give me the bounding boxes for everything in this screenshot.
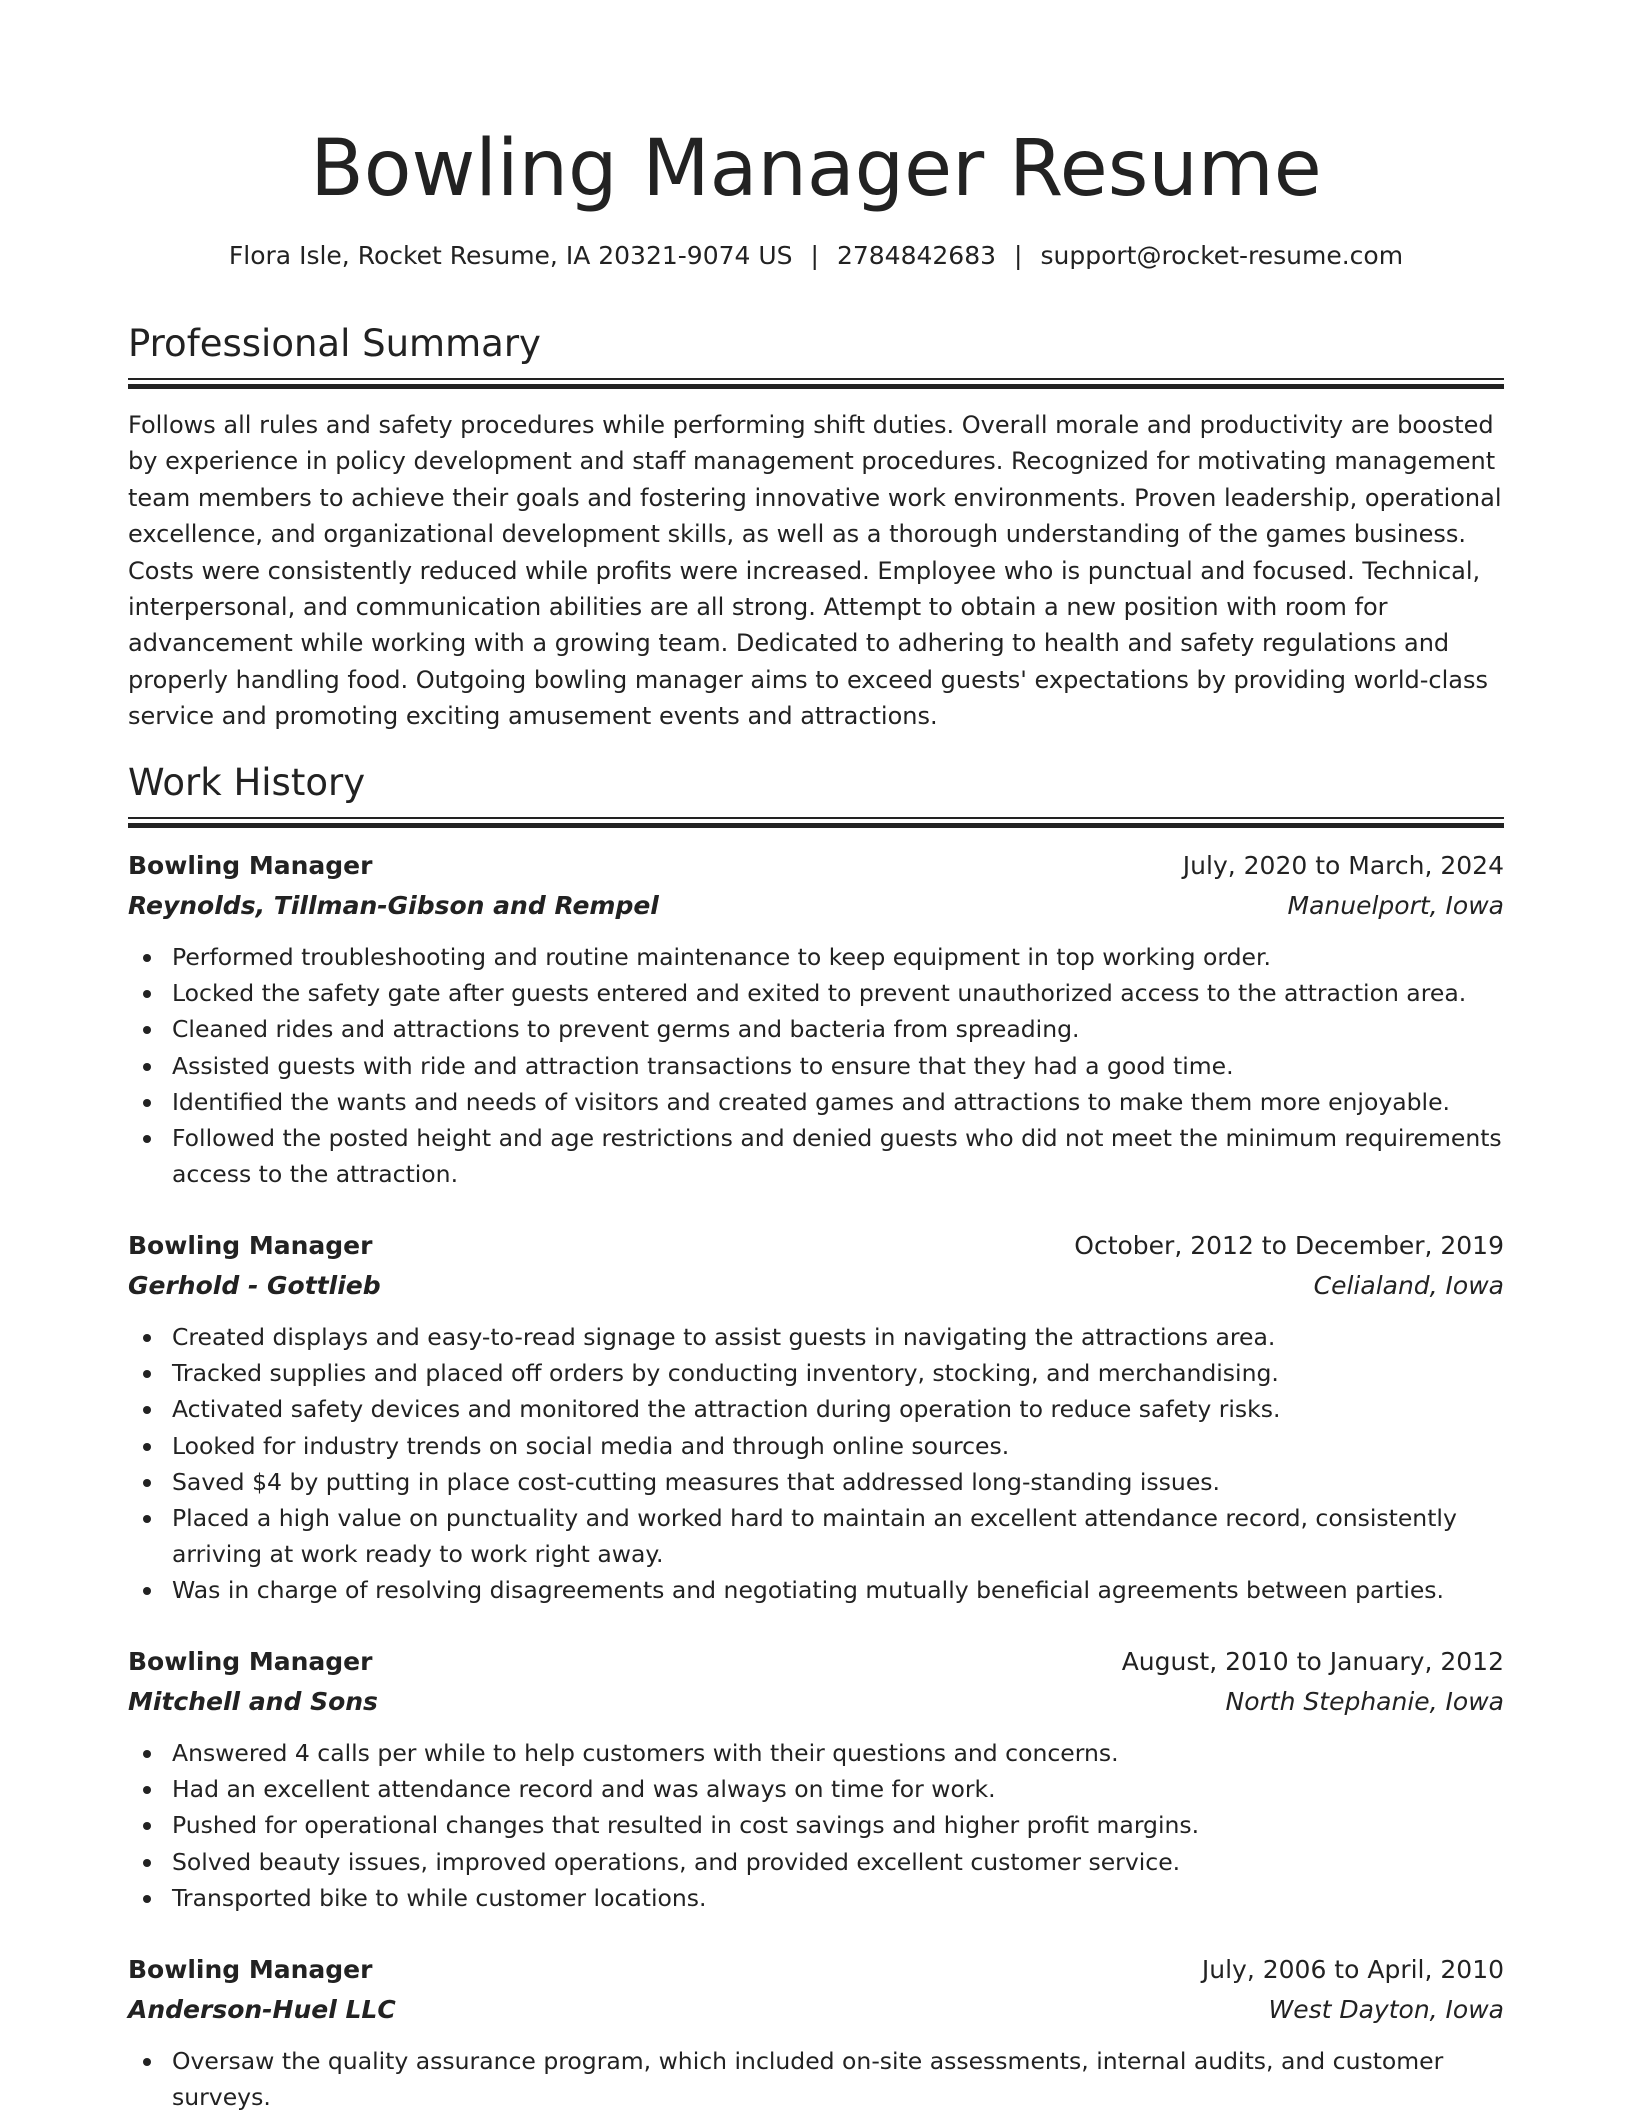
section-divider	[128, 378, 1504, 388]
section-heading-summary: Professional Summary	[128, 322, 541, 365]
bullet-icon	[143, 1859, 151, 1867]
bullet-text: Placed a high value on punctuality and worked hard to maintain an excellent attendance record, consistently arriving at work ready to work right away.	[172, 1504, 1457, 1569]
bullet-text: Identified the wants and needs of visitors and created games and attractions to make them more enjoyable.	[172, 1087, 1451, 1116]
professional-summary-text: Follows all rules and safety procedures while performing shift duties. Overall morale and productivity are boosted by experience in policy development and staff management procedures. Recognized for motivating management team members to achieve their goals and fostering innovative work environments. Proven leadership, operational excellence, and organizational development skills, as well as a thorough understanding of the games business. Costs were consistently reduced while profits were increased. Employee who is punctual and focused. Technical, interpersonal, and communication abilities are all strong. Attempt to obtain a new position with room for advancement while working with a growing team. Dedicated to adhering to health and safety regulations and properly handling food. Outgoing bowling manager aims to exceed guests' expectations by providing world-class service and promoting exciting amusement events and attractions.	[128, 411, 1502, 731]
bullet-icon	[143, 1587, 151, 1595]
bullet-text: Created displays and easy-to-read signage to assist guests in navigating the attractions area.	[172, 1323, 1276, 1351]
bullet-icon	[143, 1370, 151, 1378]
job-company-row	[128, 886, 1504, 926]
bullet-text: Activated safety devices and monitored the attraction during operation to reduce safety risks.	[172, 1395, 1281, 1424]
job-bullet	[128, 1572, 1504, 1608]
job-company: Gerhold - Gottlieb	[128, 1271, 381, 1300]
bullet-text: Cleaned rides and attractions to prevent germs and bacteria from spreading.	[172, 1015, 1080, 1044]
bullet-text: Saved $4 by putting in place cost-cutting measures that addressed long-standing issues.	[172, 1467, 1220, 1496]
job-title: Bowling Manager	[128, 1231, 373, 1260]
bullet-text: Followed the posted height and age restrictions and denied guests who did not meet the minimum requirements access to the attraction.	[172, 1124, 1502, 1189]
job-bullet-list	[128, 1735, 1504, 1916]
bullet-text: Answered 4 calls per while to help customers with their questions and concerns.	[172, 1739, 1119, 1767]
job-dates: July, 2020 to March, 2024	[1182, 851, 1504, 880]
bullet-icon	[143, 1443, 151, 1451]
job-entry	[128, 1226, 1504, 1609]
bullet-icon	[143, 1406, 151, 1414]
job-bullet	[128, 1464, 1504, 1500]
bullet-text: Looked for industry trends on social media and through online sources.	[172, 1431, 1010, 1460]
bullet-icon	[143, 1026, 151, 1034]
job-company-row	[128, 1990, 1504, 2030]
bullet-icon	[143, 2058, 151, 2066]
bullet-icon	[143, 1895, 151, 1903]
job-location: West Dayton, Iowa	[1268, 1995, 1504, 2024]
job-bullet	[128, 1048, 1504, 1084]
job-bullet	[128, 1807, 1504, 1843]
job-bullet	[128, 1844, 1504, 1880]
bullet-text: Performed troubleshooting and routine maintenance to keep equipment in top working order.	[172, 943, 1271, 971]
job-title: Bowling Manager	[128, 1955, 373, 1984]
bullet-text: Was in charge of resolving disagreements and negotiating mutually beneficial agreements between parties.	[172, 1576, 1445, 1605]
bullet-text: Tracked supplies and placed off orders by conducting inventory, stocking, and merchandising.	[172, 1359, 1279, 1388]
job-header-row	[128, 1642, 1504, 1682]
job-bullet	[128, 1880, 1504, 1916]
contact-separator: |	[1014, 241, 1023, 270]
job-location: Celialand, Iowa	[1313, 1271, 1504, 1300]
job-bullet	[128, 1355, 1504, 1391]
job-dates: July, 2006 to April, 2010	[1201, 1955, 1504, 1984]
bullet-icon	[143, 1479, 151, 1487]
resume-title: Bowling Manager Resume	[310, 124, 1322, 214]
contact-phone: 2784842683	[836, 241, 997, 270]
contact-separator: |	[810, 241, 819, 270]
job-company-row	[128, 1682, 1504, 1722]
bullet-icon	[143, 954, 151, 962]
bullet-text: Solved beauty issues, improved operations, and provided excellent customer service.	[172, 1847, 1181, 1876]
bullet-icon	[143, 1786, 151, 1794]
bullet-icon	[143, 990, 151, 998]
job-dates: August, 2010 to January, 2012	[1121, 1647, 1504, 1676]
job-location: North Stephanie, Iowa	[1225, 1687, 1504, 1716]
bullet-text: Oversaw the quality assurance program, which included on-site assessments, internal audits, and customer surveys.	[172, 2047, 1444, 2112]
bullet-text: Assisted guests with ride and attraction transactions to ensure that they had a good time.	[172, 1051, 1234, 1080]
contact-line	[128, 238, 1504, 274]
bullet-text: Transported bike to while customer locations.	[172, 1883, 707, 1912]
job-bullet	[128, 1771, 1504, 1807]
section-heading-work-history: Work History	[128, 761, 366, 804]
job-entry	[128, 1950, 1504, 2115]
job-title: Bowling Manager	[128, 1647, 373, 1676]
job-bullet	[128, 1391, 1504, 1427]
bullet-text: Locked the safety gate after guests entered and exited to prevent unauthorized access to the attraction area.	[172, 979, 1467, 1008]
job-bullet	[128, 2043, 1504, 2115]
job-bullet-list	[128, 2043, 1504, 2115]
section-divider	[128, 817, 1504, 827]
bullet-text: Had an excellent attendance record and was always on time for work.	[172, 1775, 996, 1804]
job-bullet	[128, 1084, 1504, 1120]
contact-email: support@rocket-resume.com	[1040, 241, 1404, 270]
bullet-icon	[143, 1822, 151, 1830]
job-bullet	[128, 1735, 1504, 1771]
job-header-row	[128, 1226, 1504, 1266]
bullet-icon	[143, 1334, 151, 1342]
job-entry	[128, 1642, 1504, 1916]
job-bullet	[128, 1319, 1504, 1355]
job-bullet	[128, 975, 1504, 1011]
job-bullet	[128, 1428, 1504, 1464]
bullet-icon	[143, 1515, 151, 1523]
bullet-icon	[143, 1099, 151, 1107]
job-bullet	[128, 1011, 1504, 1047]
job-title: Bowling Manager	[128, 851, 373, 880]
job-header-row	[128, 846, 1504, 886]
bullet-icon	[143, 1063, 151, 1071]
job-company-row	[128, 1266, 1504, 1306]
bullet-icon	[143, 1135, 151, 1143]
job-bullet	[128, 1500, 1504, 1572]
job-company: Anderson-Huel LLC	[128, 1995, 396, 2024]
job-bullet-list	[128, 1319, 1504, 1609]
contact-address: Flora Isle, Rocket Resume, IA 20321-9074 US	[228, 241, 793, 270]
job-bullet-list	[128, 939, 1504, 1192]
job-dates: October, 2012 to December, 2019	[1074, 1231, 1504, 1260]
bullet-icon	[143, 1750, 151, 1758]
job-entry	[128, 846, 1504, 1192]
job-bullet	[128, 939, 1504, 975]
bullet-text: Pushed for operational changes that resulted in cost savings and higher profit margins.	[172, 1811, 1200, 1840]
job-location: Manuelport, Iowa	[1287, 891, 1504, 920]
job-bullet	[128, 1120, 1504, 1192]
job-company: Reynolds, Tillman-Gibson and Rempel	[128, 891, 659, 920]
job-company: Mitchell and Sons	[128, 1687, 378, 1716]
job-header-row	[128, 1950, 1504, 1990]
